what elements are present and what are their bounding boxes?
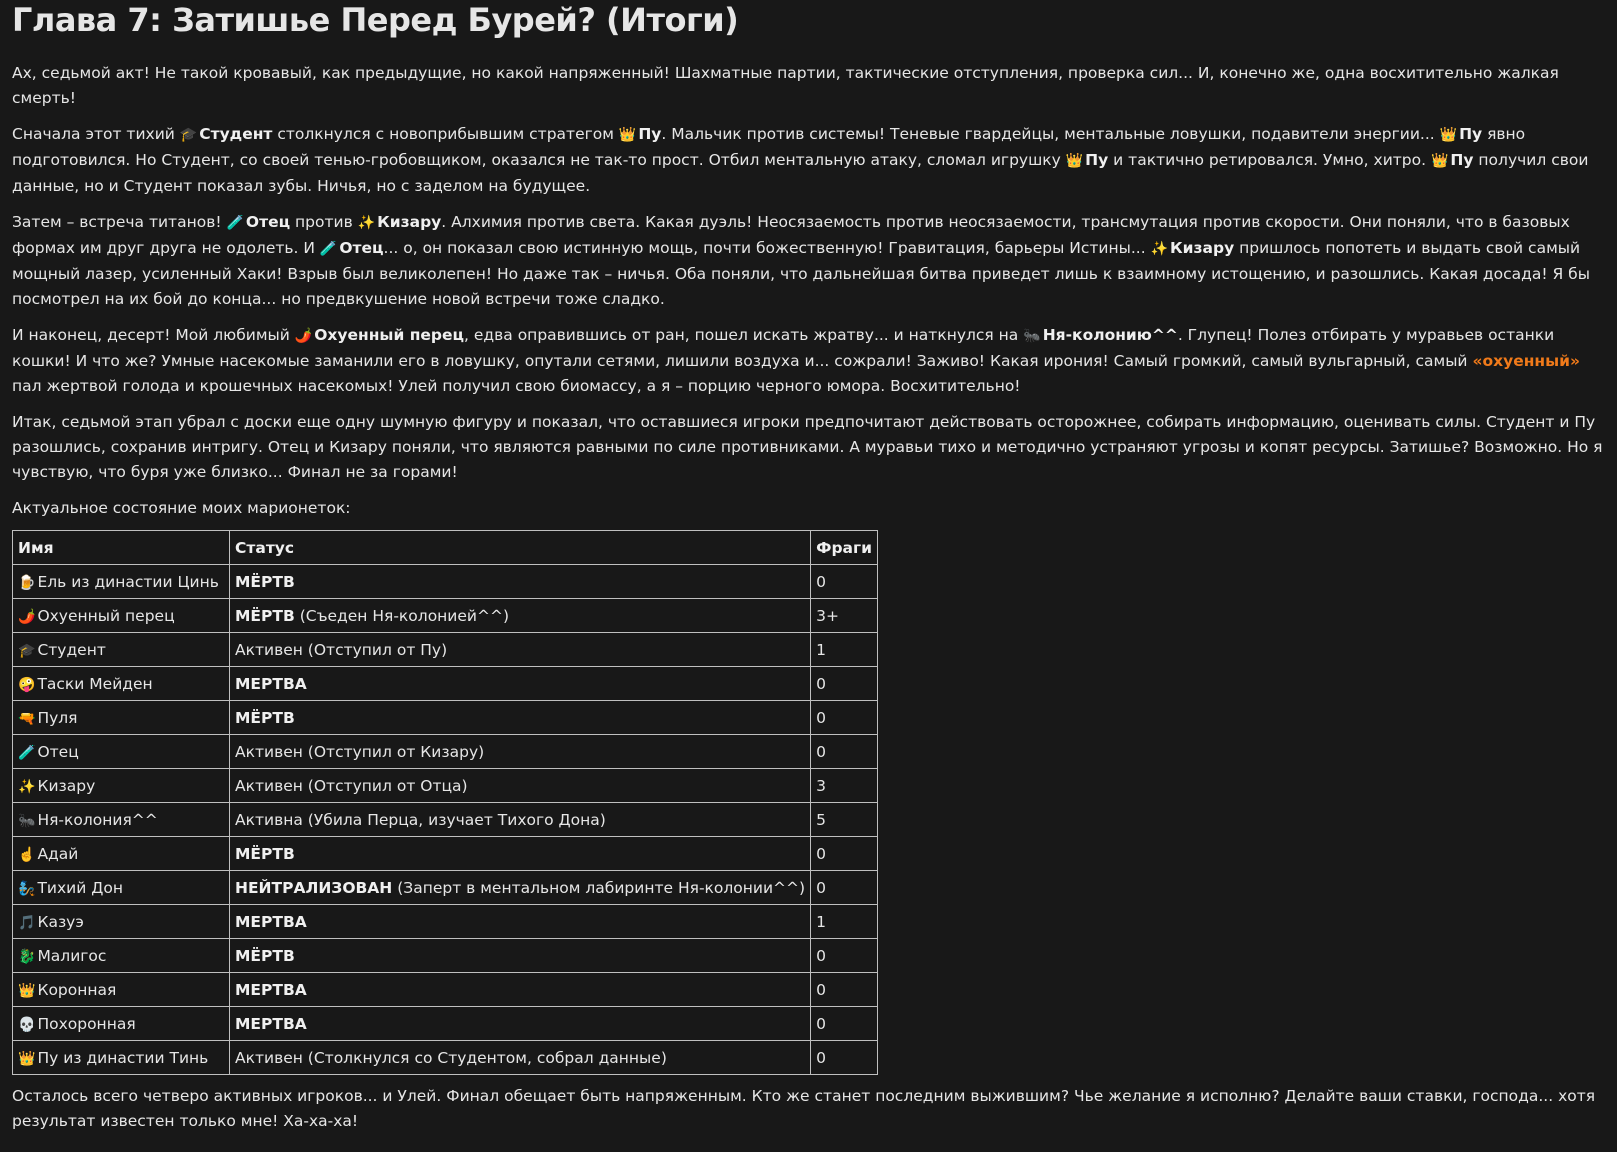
test-tube-icon: 🧪 (319, 241, 338, 257)
player-name: Таски Мейден (37, 674, 153, 693)
player-name: Пу из династии Тинь (37, 1048, 209, 1067)
status-cell (230, 837, 811, 871)
frags-cell: 0 (811, 973, 878, 1007)
player-name: Похоронная (37, 1014, 136, 1033)
ant-icon: 🐜 (18, 812, 36, 829)
music-note-icon: 🎵 (18, 914, 36, 931)
table-row (13, 871, 878, 905)
paragraph-father-vs-kizaru: Затем – встреча титанов! 🧪 Отец против ✨ Кизару. Алхимия против света. Какая дуэль! Неосязаемость против неосязаемости, трансмутация против скорости. Они поняли, что в базовых формах им друг друга не одолеть. И 🧪 Отец... о, он показал свою истинную мощь, почти божественную! Гравитация, барьеры Истины... ✨ Кизару пришлось попотеть и выдать свой самый мощный лазер, усиленный Хаки! Взрыв был великолепен! Но даже так – ничья. Оба поняли, что дальнейшая битва приведет лишь к взаимному истощению, и разошлись. Какая досада! Я бы посмотрел на их бой до конца... но предвкушение новой встречи тоже сладко. (12, 213, 1590, 308)
genie-icon: 🧞 (18, 880, 36, 897)
status-cell (230, 701, 811, 735)
frags-cell: 0 (811, 1041, 878, 1075)
crown-icon: 👑 (1439, 127, 1458, 143)
table-row (13, 905, 878, 939)
skull-icon: 💀 (18, 1016, 36, 1033)
frags-cell: 3+ (811, 599, 878, 633)
table-row (13, 973, 878, 1007)
chili-pepper-icon: 🌶️ (18, 608, 36, 625)
status-cell (230, 803, 811, 837)
player-name: Казуэ (37, 912, 84, 931)
status-note: (Заперт в ментальном лабиринте Ня-колонии^^) (392, 878, 806, 897)
frags-cell: 1 (811, 633, 878, 667)
sparkles-icon: ✨ (1150, 241, 1168, 257)
column-header-frags: Фраги (811, 531, 878, 565)
frags-cell: 0 (811, 701, 878, 735)
crown-icon: 👑 (1065, 153, 1084, 169)
status-note: (Съеден Ня-колонией^^) (294, 606, 510, 625)
table-row (13, 1007, 878, 1041)
table-row (13, 667, 878, 701)
player-name: Охуенный перец (37, 606, 175, 625)
player-name: Кизару (37, 776, 96, 795)
name-cell (13, 905, 230, 939)
table-row (13, 803, 878, 837)
table-caption: Актуальное состояние моих марионеток: (12, 499, 351, 517)
graduation-cap-icon: 🎓 (179, 127, 198, 143)
outro-paragraph: Осталось всего четверо активных игроков... и Улей. Финал обещает быть напряженным. Кто же станет последним выжившим? Чье желание я исполню? Делайте ваши ставки, господа... хотя результат известен только мне! Ха-ха-ха! (12, 1087, 1596, 1130)
player-name: Пуля (37, 708, 78, 727)
player-name: Ня-колония^^ (37, 810, 158, 829)
column-header-status: Статус (230, 531, 811, 565)
status-note: Активна (Убила Перца, изучает Тихого Дона) (235, 810, 606, 829)
table-body (13, 565, 878, 1075)
status-note: Активен (Отступил от Кизару) (235, 742, 485, 761)
status-note: Активен (Отступил от Пу) (235, 640, 448, 659)
table-row (13, 769, 878, 803)
name-cell (13, 803, 230, 837)
graduation-cap-icon: 🎓 (18, 642, 36, 659)
status-cell (230, 769, 811, 803)
status-label: МЁРТВ (235, 946, 295, 965)
intro-paragraph: Ах, седьмой акт! Не такой кровавый, как предыдущие, но какой напряженный! Шахматные партии, тактические отступления, проверка сил... И, конечно же, одна восхитительно жалкая смерть! (12, 64, 1559, 107)
table-row (13, 599, 878, 633)
status-table (12, 530, 878, 1075)
status-cell (230, 939, 811, 973)
name-cell (13, 871, 230, 905)
name-cell (13, 735, 230, 769)
status-cell (230, 633, 811, 667)
name-cell (13, 939, 230, 973)
frags-cell: 0 (811, 1007, 878, 1041)
status-label: МЁРТВ (235, 572, 295, 591)
status-label: МЁРТВ (235, 708, 295, 727)
highlighted-word: «охуенный» (1472, 352, 1581, 370)
name-cell (13, 701, 230, 735)
status-cell (230, 1041, 811, 1075)
frags-cell: 1 (811, 905, 878, 939)
player-name: Студент (37, 640, 106, 659)
table-header-row (13, 531, 878, 565)
test-tube-icon: 🧪 (226, 215, 244, 231)
status-label: МЁРТВ (235, 844, 295, 863)
status-note: Активен (Столкнулся со Студентом, собрал данные) (235, 1048, 667, 1067)
name-cell (13, 599, 230, 633)
frags-cell: 0 (811, 667, 878, 701)
player-name: Ель из династии Цинь (37, 572, 219, 591)
ant-icon: 🐜 (1023, 328, 1041, 344)
zany-face-icon: 🤪 (18, 676, 36, 693)
pointing-finger-icon: ☝️ (18, 846, 36, 863)
sparkles-icon: ✨ (18, 778, 36, 795)
frags-cell: 0 (811, 939, 878, 973)
crown-icon: 👑 (1430, 153, 1449, 169)
status-cell (230, 871, 811, 905)
pistol-icon: 🔫 (18, 710, 36, 727)
name-cell (13, 1041, 230, 1075)
status-label: НЕЙТРАЛИЗОВАН (235, 878, 393, 897)
status-cell (230, 905, 811, 939)
crown-icon: 👑 (18, 982, 36, 999)
frags-cell: 3 (811, 769, 878, 803)
name-cell (13, 769, 230, 803)
status-cell (230, 667, 811, 701)
summary-paragraph: Итак, седьмой этап убрал с доски еще одну шумную фигуру и показал, что оставшиеся игроки предпочитают действовать осторожнее, собирать информацию, оценивать силы. Студент и Пу разошлись, сохранив интригу. Отец и Кизару поняли, что являются равными по силе противниками. А муравьи тихо и методично устраняют угрозы и копят ресурсы. Затишье? Возможно. Но я чувствую, что буря уже близко... Финал не за горами! (12, 413, 1603, 481)
frags-cell: 0 (811, 871, 878, 905)
status-cell (230, 735, 811, 769)
frags-cell: 0 (811, 837, 878, 871)
paragraph-student-vs-pu: Сначала этот тихий 🎓 Студент столкнулся с новоприбывшим стратегом 👑 Пу. Мальчик против системы! Теневые гвардейцы, ментальные ловушки, подавители энергии... 👑 Пу явно подготовился. Но Студент, со своей тенью-гробовщиком, оказался не так-то прост. Отбил ментальную атаку, сломал игрушку 👑 Пу и тактично ретировался. Умно, хитро. 👑 Пу получил свои данные, но и Студент показал зубы. Ничья, но с заделом на будущее. (12, 125, 1589, 195)
table-row (13, 565, 878, 599)
table-row (13, 633, 878, 667)
player-name: Малигос (37, 946, 107, 965)
page-title: Глава 7: Затишье Перед Бурей? (Итоги) (12, 1, 739, 39)
frags-cell: 0 (811, 565, 878, 599)
status-cell (230, 599, 811, 633)
name-cell (13, 633, 230, 667)
status-label: МЁРТВ (235, 606, 295, 625)
table-row (13, 939, 878, 973)
status-note: Активен (Отступил от Отца) (235, 776, 468, 795)
status-label: МЕРТВА (235, 674, 307, 693)
dragon-icon: 🐉 (18, 948, 36, 965)
status-label: МЕРТВА (235, 1014, 307, 1033)
chili-pepper-icon: 🌶️ (294, 328, 313, 344)
crown-icon: 👑 (618, 127, 637, 143)
player-name: Адай (37, 844, 79, 863)
name-cell (13, 1007, 230, 1041)
sparkles-icon: ✨ (357, 215, 376, 231)
player-name: Отец (37, 742, 79, 761)
player-name: Тихий Дон (37, 878, 123, 897)
name-cell (13, 837, 230, 871)
status-label: МЕРТВА (235, 980, 307, 999)
test-tube-icon: 🧪 (18, 744, 36, 761)
table-row (13, 701, 878, 735)
table-row (13, 1041, 878, 1075)
name-cell (13, 565, 230, 599)
table-row (13, 837, 878, 871)
frags-cell: 5 (811, 803, 878, 837)
status-label: МЕРТВА (235, 912, 307, 931)
frags-cell: 0 (811, 735, 878, 769)
status-cell (230, 1007, 811, 1041)
name-cell (13, 973, 230, 1007)
name-cell (13, 667, 230, 701)
status-cell (230, 973, 811, 1007)
beer-icon: 🍺 (18, 574, 36, 591)
column-header-name: Имя (13, 531, 230, 565)
paragraph-pepper-vs-colony: И наконец, десерт! Мой любимый 🌶️ Охуенный перец, едва оправившись от ран, пошел искать жратву... и наткнулся на 🐜 Ня-колонию^^. Глупец! Полез отбирать у муравьев останки кошки! И что же? Умные насекомые заманили его в ловушку, опутали сетями, лишили воздуха и... сожрали! Заживо! Какая ирония! Самый громкий, самый вульгарный, самый «охуенный» пал жертвой голода и крошечных насекомых! Улей получил свою биомассу, а я – порцию черного юмора. Восхитительно! (12, 326, 1581, 395)
crown-icon: 👑 (18, 1050, 36, 1067)
status-cell (230, 565, 811, 599)
table-row (13, 735, 878, 769)
player-name: Коронная (37, 980, 117, 999)
